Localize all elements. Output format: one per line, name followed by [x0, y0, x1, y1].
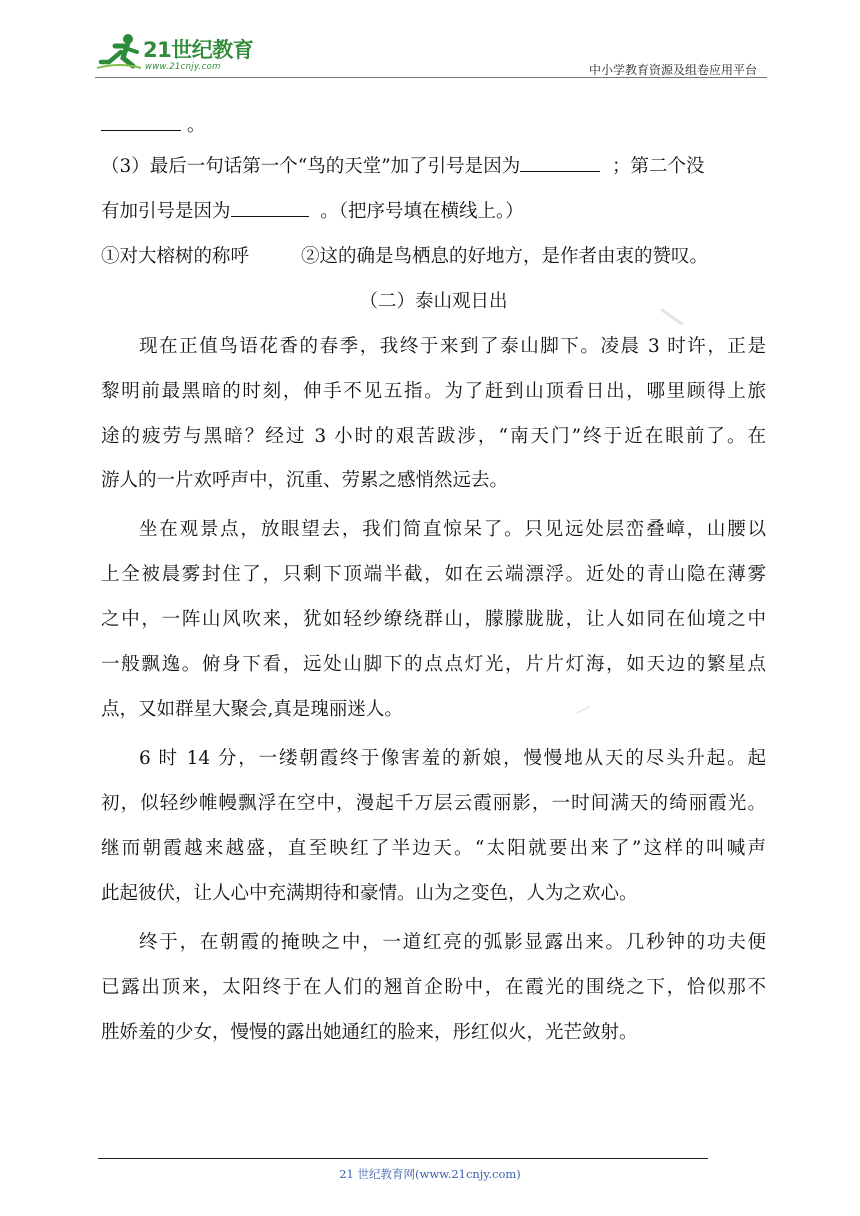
answer-blank-3a[interactable] [520, 153, 600, 172]
answer-blank-3b[interactable] [231, 198, 309, 217]
logo-url: www.21cnjy.com [145, 62, 221, 72]
watermark-mark-icon [575, 703, 595, 719]
question-3-text-cont: ；第二个没 [611, 156, 705, 177]
header-divider [95, 77, 767, 78]
question-3-line-2 [101, 198, 766, 226]
p2-line: 点，又如群星大聚会,真是瑰丽迷人。 [101, 699, 403, 720]
answer-line-1 [101, 112, 766, 140]
p2-line: 之中，一阵山风吹来，犹如轻纱缭绕群山，朦朦胧胧，让人如同在仙境之中 [101, 609, 766, 630]
logo-text: 21世纪教育 [143, 38, 254, 62]
p3-line: 6 时 14 分，一缕朝霞终于像害羞的新娘，慢慢地从天的尽头升起。起 [139, 748, 766, 769]
p1-line: 黎明前最黑暗的时刻，伸手不见五指。为了赶到山顶看日出，哪里顾得上旅 [101, 381, 766, 402]
site-logo[interactable] [95, 32, 265, 76]
p2-line: 坐在观景点，放眼望去，我们简直惊呆了。只见远处层峦叠嶂，山腰以 [139, 519, 766, 540]
p3-line: 此起彼伏，让人心中充满期待和豪情。山为之变色，人为之欢心。 [101, 883, 638, 904]
p4-line: 胜娇羞的少女，慢慢的露出她通红的脸来，彤红似火，光芒敛射。 [101, 1022, 638, 1043]
option-2: ②这的确是鸟栖息的好地方，是作者由衷的赞叹。 [301, 246, 709, 267]
runner-logo-icon [95, 32, 143, 72]
p4-line: 终于，在朝霞的掩映之中，一道红亮的弧影显露出来。几秒钟的功夫便 [139, 932, 766, 953]
instruction-text: 。（把序号填在横线上。） [320, 201, 524, 222]
period: 。 [186, 115, 206, 136]
p4-line: 已露出顶来，太阳终于在人们的翘首企盼中，在霞光的围绕之下，恰似那不 [101, 977, 766, 998]
p3-line: 继而朝霞越来越盛，直至映红了半边天。“太阳就要出来了”这样的叫喊声 [101, 838, 766, 859]
section-title: （二）泰山观日出 [359, 291, 508, 312]
question-3-line-1 [101, 153, 766, 181]
question-3-text-2: 有加引号是因为 [101, 201, 231, 222]
p3-line: 初，似轻纱帷幔飘浮在空中，漫起千万层云霞丽影，一时间满天的绮丽霞光。 [101, 793, 766, 814]
footer-text[interactable]: 21 世纪教育网(www.21cnjy.com) [339, 1167, 521, 1181]
p1-line: 现在正值鸟语花香的春季，我终于来到了泰山脚下。凌晨 3 时许，正是 [139, 336, 766, 357]
p2-line: 上全被晨雾封住了，只剩下顶端半截，如在云端漂浮。近处的青山隐在薄雾 [101, 564, 766, 585]
p1-line: 途的疲劳与黑暗？经过 3 小时的艰苦跋涉，“南天门”终于近在眼前了。在 [101, 426, 766, 447]
p2-line: 一般飘逸。俯身下看，远处山脚下的点点灯光，片片灯海，如天边的繁星点 [101, 654, 766, 675]
answer-blank[interactable] [101, 112, 181, 131]
p1-line: 游人的一片欢呼声中，沉重、劳累之感悄然远去。 [101, 470, 509, 491]
page-header [95, 28, 765, 78]
footer-divider [98, 1158, 708, 1159]
question-3-text: （3）最后一句话第一个“鸟的天堂”加了引号是因为 [101, 156, 521, 177]
options-line [101, 243, 766, 271]
watermark-mark-icon [660, 306, 690, 328]
option-1: ①对大榕树的称呼 [101, 246, 250, 267]
platform-name: 中小学教育资源及组卷应用平台 [588, 63, 757, 77]
